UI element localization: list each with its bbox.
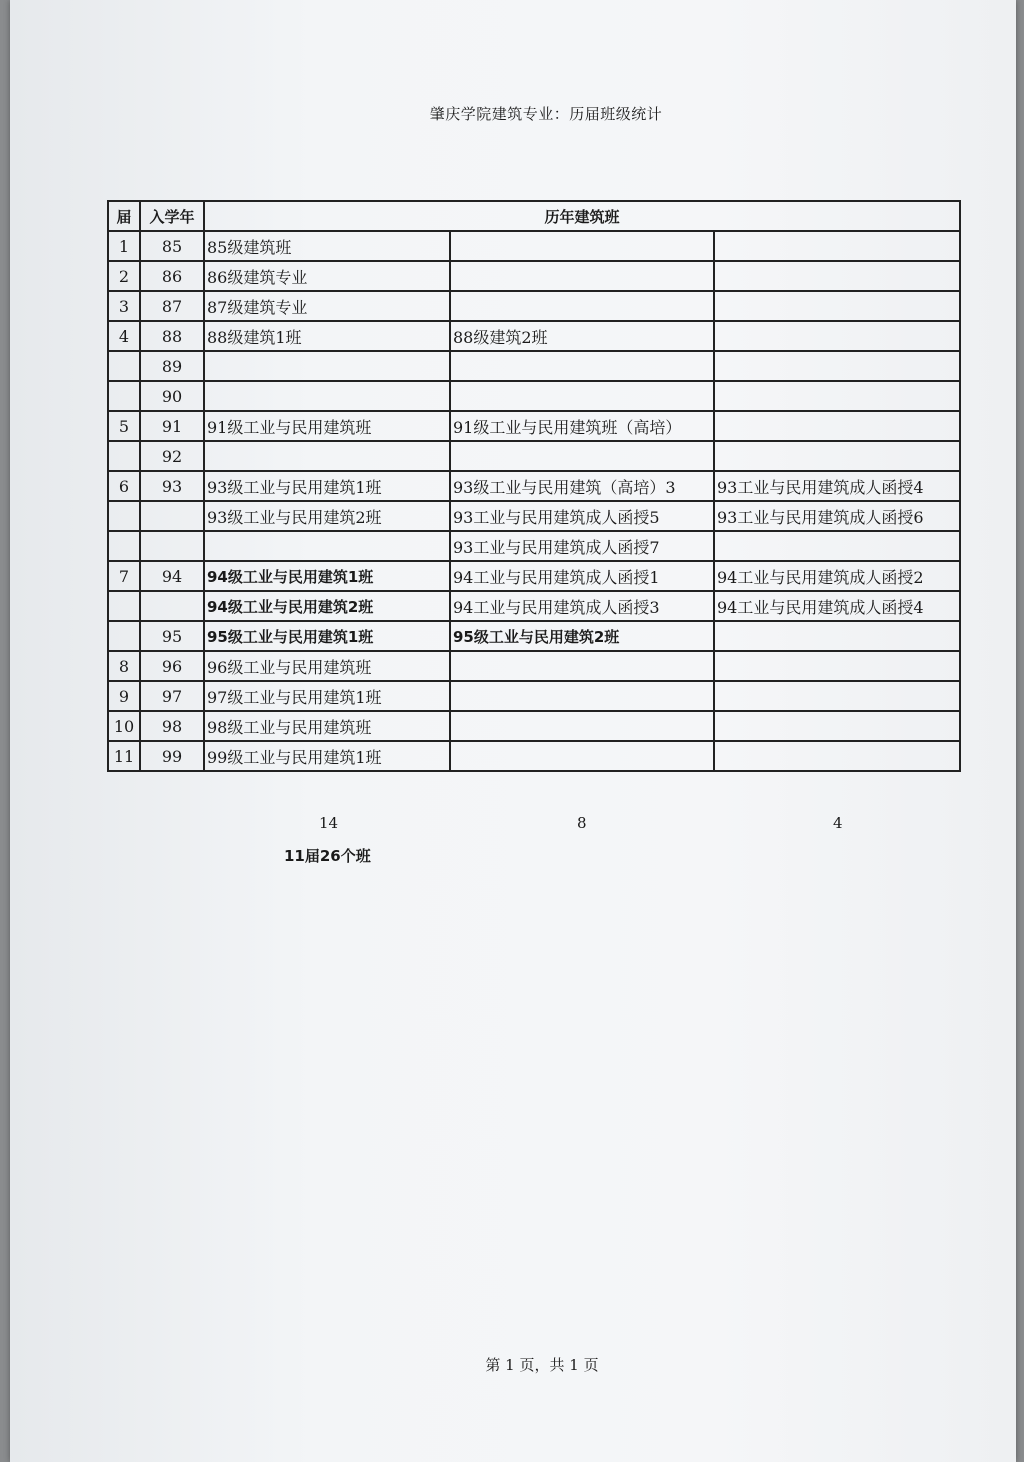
session-cell: 10 (108, 711, 140, 741)
session-cell: 3 (108, 291, 140, 321)
session-cell (108, 501, 140, 531)
class-cell: 86级建筑专业 (204, 261, 450, 291)
table-header-row (108, 201, 960, 231)
class-cell (714, 381, 960, 411)
class-cell: 88级建筑1班 (204, 321, 450, 351)
table-row (108, 711, 960, 741)
table-row (108, 471, 960, 501)
class-cell (450, 261, 714, 291)
class-cell (450, 381, 714, 411)
class-cell (714, 651, 960, 681)
class-cell: 91级工业与民用建筑班（高培） (450, 411, 714, 441)
class-cell: 94工业与民用建筑成人函授2 (714, 561, 960, 591)
enrollment-year-cell: 99 (140, 741, 204, 771)
table-row (108, 501, 960, 531)
class-cell (714, 621, 960, 651)
class-cell: 93工业与民用建筑成人函授4 (714, 471, 960, 501)
class-cell: 93工业与民用建筑成人函授6 (714, 501, 960, 531)
class-cell: 94工业与民用建筑成人函授1 (450, 561, 714, 591)
enrollment-year-cell: 88 (140, 321, 204, 351)
class-cell (714, 681, 960, 711)
class-cell: 93级工业与民用建筑（高培）3 (450, 471, 714, 501)
class-cell: 93工业与民用建筑成人函授7 (450, 531, 714, 561)
class-cell (714, 231, 960, 261)
session-cell: 4 (108, 321, 140, 351)
table-row (108, 561, 960, 591)
class-cell (450, 681, 714, 711)
enrollment-year-cell: 85 (140, 231, 204, 261)
session-cell: 11 (108, 741, 140, 771)
enrollment-year-cell: 90 (140, 381, 204, 411)
table-row (108, 621, 960, 651)
session-cell: 1 (108, 231, 140, 261)
class-cell: 96级工业与民用建筑班 (204, 651, 450, 681)
enrollment-year-cell: 95 (140, 621, 204, 651)
page-footer: 第 1 页，共 1 页 (485, 1356, 599, 1374)
column-total-3: 4 (833, 814, 843, 832)
class-cell (714, 441, 960, 471)
class-cell: 85级建筑班 (204, 231, 450, 261)
class-cell (450, 231, 714, 261)
summary-text: 11届26个班 (284, 847, 371, 865)
class-cell (204, 441, 450, 471)
table-row (108, 591, 960, 621)
table-row (108, 741, 960, 771)
class-cell (204, 351, 450, 381)
class-cell: 91级工业与民用建筑班 (204, 411, 450, 441)
class-cell: 93工业与民用建筑成人函授5 (450, 501, 714, 531)
class-cell: 88级建筑2班 (450, 321, 714, 351)
class-cell: 94级工业与民用建筑1班 (204, 561, 450, 591)
class-cell: 93级工业与民用建筑1班 (204, 471, 450, 501)
session-cell: 8 (108, 651, 140, 681)
class-cell (204, 531, 450, 561)
table-row (108, 291, 960, 321)
session-cell: 7 (108, 561, 140, 591)
table-row (108, 651, 960, 681)
enrollment-year-cell: 96 (140, 651, 204, 681)
enrollment-year-cell: 86 (140, 261, 204, 291)
document-page (10, 0, 1016, 1462)
class-cell: 93级工业与民用建筑2班 (204, 501, 450, 531)
session-cell (108, 591, 140, 621)
table-row (108, 261, 960, 291)
class-cell (714, 711, 960, 741)
session-cell (108, 531, 140, 561)
class-cell (714, 321, 960, 351)
class-cell (450, 711, 714, 741)
header-enrollment-year: 入学年 (140, 201, 204, 231)
enrollment-year-cell: 94 (140, 561, 204, 591)
table-row (108, 351, 960, 381)
column-total-1: 14 (319, 814, 339, 832)
class-cell (714, 411, 960, 441)
session-cell (108, 441, 140, 471)
session-cell (108, 381, 140, 411)
class-cell (714, 531, 960, 561)
column-total-2: 8 (577, 814, 587, 832)
session-cell: 5 (108, 411, 140, 441)
class-cell (714, 741, 960, 771)
enrollment-year-cell: 98 (140, 711, 204, 741)
class-cell (450, 441, 714, 471)
enrollment-year-cell (140, 501, 204, 531)
class-cell: 87级建筑专业 (204, 291, 450, 321)
enrollment-year-cell: 87 (140, 291, 204, 321)
enrollment-year-cell (140, 591, 204, 621)
document-title: 肇庆学院建筑专业：历届班级统计 (429, 105, 663, 123)
class-cell (450, 351, 714, 381)
class-cell (450, 291, 714, 321)
table-row (108, 531, 960, 561)
class-cell: 94工业与民用建筑成人函授3 (450, 591, 714, 621)
header-classes: 历年建筑班 (204, 201, 960, 231)
enrollment-year-cell: 97 (140, 681, 204, 711)
class-cell: 97级工业与民用建筑1班 (204, 681, 450, 711)
table-body (108, 231, 960, 771)
enrollment-year-cell: 91 (140, 411, 204, 441)
table-row (108, 321, 960, 351)
session-cell (108, 621, 140, 651)
session-cell (108, 351, 140, 381)
session-cell: 6 (108, 471, 140, 501)
table-row (108, 681, 960, 711)
table-row (108, 441, 960, 471)
class-cell (714, 261, 960, 291)
class-cell (450, 741, 714, 771)
session-cell: 2 (108, 261, 140, 291)
class-cell (204, 381, 450, 411)
class-cell: 95级工业与民用建筑1班 (204, 621, 450, 651)
class-cell: 94级工业与民用建筑2班 (204, 591, 450, 621)
class-cell: 98级工业与民用建筑班 (204, 711, 450, 741)
class-cell (714, 291, 960, 321)
table-row (108, 231, 960, 261)
class-cell: 95级工业与民用建筑2班 (450, 621, 714, 651)
class-cell (714, 351, 960, 381)
class-statistics-table (107, 200, 961, 772)
session-cell: 9 (108, 681, 140, 711)
class-cell: 94工业与民用建筑成人函授4 (714, 591, 960, 621)
enrollment-year-cell: 93 (140, 471, 204, 501)
enrollment-year-cell: 89 (140, 351, 204, 381)
enrollment-year-cell (140, 531, 204, 561)
header-session: 届 (108, 201, 140, 231)
table-row (108, 411, 960, 441)
table-row (108, 381, 960, 411)
class-cell: 99级工业与民用建筑1班 (204, 741, 450, 771)
enrollment-year-cell: 92 (140, 441, 204, 471)
class-cell (450, 651, 714, 681)
